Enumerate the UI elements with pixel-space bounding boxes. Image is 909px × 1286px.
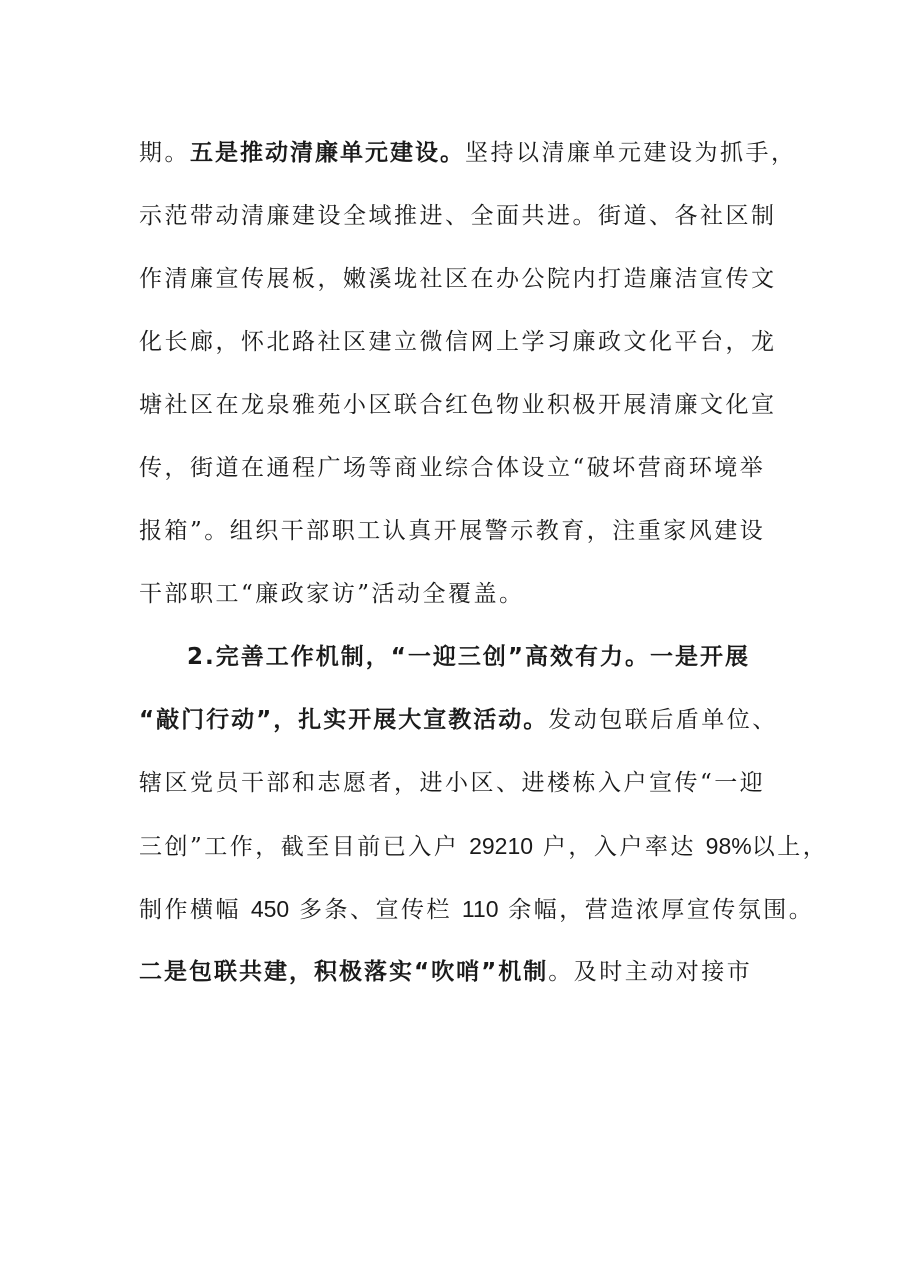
text-line: [139, 322, 779, 362]
text-line: [187, 637, 827, 677]
text-segment: 报箱”。组织干部职工认真开展警示教育，注重家风建设: [139, 518, 766, 544]
text-segment: 塘社区在龙泉雅苑小区联合红色物业积极开展清廉文化宣: [139, 392, 777, 418]
text-line: [139, 133, 797, 173]
text-segment: 多条、宣传栏: [289, 897, 462, 923]
text-line: [139, 889, 815, 929]
text-segment: 余幅，营造浓厚宣传氛围。: [498, 897, 815, 923]
bold-text-segment: 2.完善工作机制，“一迎三创”高效有力。一是开展: [187, 644, 750, 670]
text-line: [139, 385, 779, 425]
bold-text-segment: 二是包联共建，积极落实“吹哨”机制: [139, 959, 549, 985]
text-line: [139, 511, 779, 551]
text-line: [139, 196, 779, 236]
text-segment: 化长廊，怀北路社区建立微信网上学习廉政文化平台，龙: [139, 329, 777, 355]
text-line: [139, 826, 829, 866]
text-segment: 以上，: [751, 834, 829, 860]
text-segment: 期。: [139, 140, 190, 166]
text-segment: 450: [250, 896, 290, 922]
text-segment: 制作横幅: [139, 897, 251, 923]
bold-text-segment: “敲门行动”，扎实开展大宣教活动。: [139, 707, 549, 733]
text-segment: 传，街道在通程广场等商业综合体设立“破坏营商环境举: [139, 455, 766, 481]
text-segment: 发动包联后盾单位、: [548, 707, 778, 733]
text-segment: 辖区党员干部和志愿者，进小区、进楼栋入户宣传“一迎: [139, 770, 766, 796]
text-segment: 。及时主动对接市: [548, 959, 753, 985]
text-segment: 110: [461, 896, 499, 922]
text-segment: 坚持以清廉单元建设为抓手，: [465, 140, 797, 166]
text-segment: 干部职工“廉政家访”活动全覆盖。: [139, 581, 525, 607]
bold-text-segment: 五是推动清廉单元建设。: [190, 140, 465, 166]
text-segment: 三创”工作，截至目前已入户: [139, 834, 470, 860]
text-segment: 29210: [469, 833, 534, 859]
text-line: [139, 763, 779, 803]
text-segment: 作清廉宣传展板，嫩溪垅社区在办公院内打造廉洁宣传文: [139, 266, 777, 292]
text-line: [139, 259, 779, 299]
text-segment: 示范带动清廉建设全域推进、全面共进。街道、各社区制: [139, 203, 777, 229]
text-line: [139, 952, 779, 992]
text-line: [139, 574, 779, 614]
text-line: [139, 448, 779, 488]
text-segment: 98%: [705, 833, 752, 859]
text-line: [139, 700, 779, 740]
text-segment: 户，入户率达: [533, 834, 706, 860]
